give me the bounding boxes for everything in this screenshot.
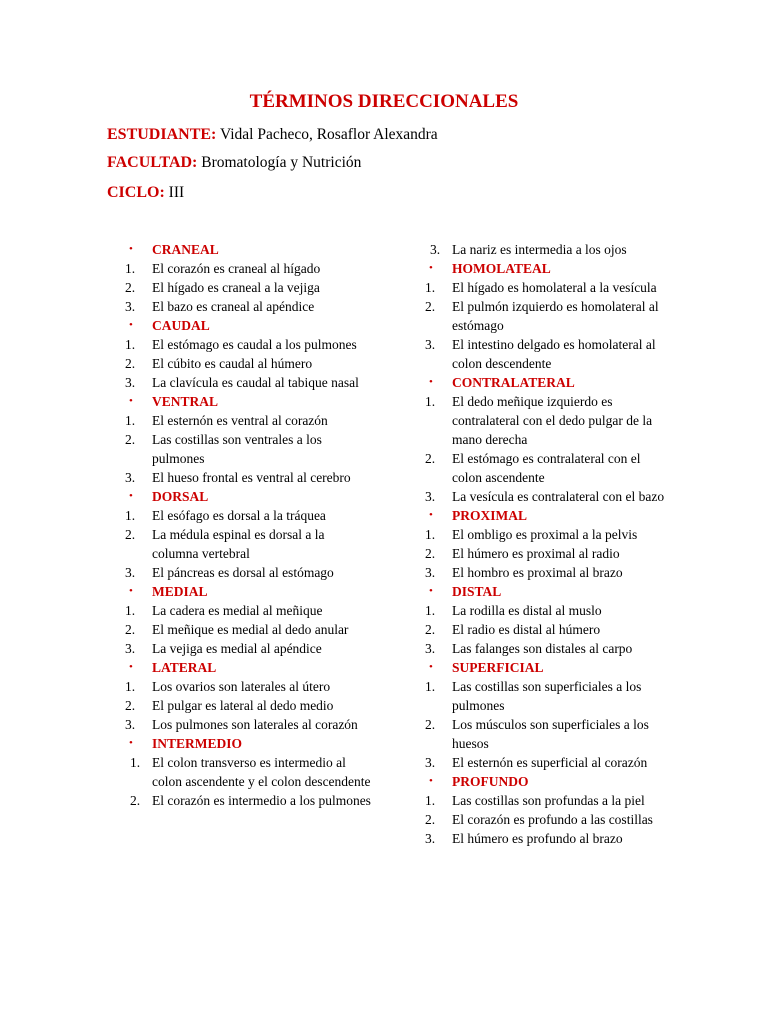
item-text: El hombro es proximal al brazo [452, 565, 623, 580]
item-text: El esternón es superficial al corazón [452, 755, 648, 770]
item-number: 1. [425, 793, 436, 808]
item-number: 1. [125, 413, 136, 428]
right-list [420, 240, 670, 848]
list-item [420, 449, 670, 487]
bullet-icon: • [429, 509, 433, 521]
list-item [120, 696, 372, 715]
item-text: El meñique es medial al dedo anular [152, 622, 349, 637]
section-heading [120, 240, 372, 259]
item-number: 3. [425, 337, 436, 352]
bullet-icon: • [429, 661, 433, 673]
item-text: Las costillas son ventrales a los pulmones [152, 432, 322, 466]
list-item [120, 620, 372, 639]
heading-text: LATERAL [152, 660, 217, 675]
section-heading [420, 658, 670, 677]
heading-text: DISTAL [452, 584, 502, 599]
list-item [120, 753, 372, 791]
item-text: El estómago es caudal a los pulmones [152, 337, 357, 352]
item-text: La nariz es intermedia a los ojos [452, 242, 627, 257]
bullet-icon: • [129, 661, 133, 673]
faculty-line [107, 153, 361, 173]
item-text: La cadera es medial al meñique [152, 603, 323, 618]
list-item [120, 563, 372, 582]
cycle-value: III [164, 184, 185, 201]
heading-text: CRANEAL [152, 242, 219, 257]
item-text: Las costillas son superficiales a los pulmones [452, 679, 642, 713]
item-text: El hígado es homolateral a la vesícula [452, 280, 657, 295]
item-number: 1. [425, 280, 436, 295]
item-text: El dedo meñique izquierdo es contralateral con el dedo pulgar de la mano derecha [452, 394, 653, 447]
list-item [120, 791, 372, 810]
section-heading [420, 259, 670, 278]
item-number: 1. [125, 508, 136, 523]
item-number: 3. [425, 565, 436, 580]
item-text: El corazón es profundo a las costillas [452, 812, 653, 827]
item-number: 1. [425, 603, 436, 618]
item-text: La vesícula es contralateral con el bazo [452, 489, 665, 504]
item-number: 2. [125, 527, 136, 542]
item-number: 3. [125, 565, 136, 580]
item-number: 2. [425, 451, 436, 466]
item-text: El bazo es craneal al apéndice [152, 299, 315, 314]
list-item [120, 354, 372, 373]
left-column [120, 240, 372, 810]
item-number: 3. [425, 641, 436, 656]
item-text: El estómago es contralateral con el colon ascendente [452, 451, 641, 485]
item-text: El intestino delgado es homolateral al colon descendente [452, 337, 656, 371]
bullet-icon: • [129, 243, 133, 255]
item-text: La clavícula es caudal al tabique nasal [152, 375, 359, 390]
item-number: 3. [125, 470, 136, 485]
list-item [120, 677, 372, 696]
list-item [420, 297, 670, 335]
list-item [120, 411, 372, 430]
section-heading [120, 392, 372, 411]
item-text: Los músculos son superficiales a los huesos [452, 717, 649, 751]
list-item [420, 335, 670, 373]
list-item [120, 525, 372, 563]
item-number: 3. [125, 299, 136, 314]
section-heading [420, 373, 670, 392]
item-text: El hígado es craneal a la vejiga [152, 280, 320, 295]
faculty-value: Bromatología y Nutrición [197, 154, 362, 171]
list-item [120, 430, 372, 468]
bullet-icon: • [129, 319, 133, 331]
left-list [120, 240, 372, 810]
list-item [420, 240, 670, 259]
item-number: 1. [125, 337, 136, 352]
list-item [420, 715, 670, 753]
bullet-icon: • [429, 376, 433, 388]
item-number: 2. [130, 793, 141, 808]
heading-text: DORSAL [152, 489, 209, 504]
item-text: La rodilla es distal al muslo [452, 603, 602, 618]
item-number: 2. [425, 812, 436, 827]
item-text: El pulmón izquierdo es homolateral al estómago [452, 299, 659, 333]
list-item [420, 677, 670, 715]
item-number: 1. [125, 261, 136, 276]
section-heading [120, 734, 372, 753]
item-text: El colon transverso es intermedio al colon ascendente y el colon descendente [152, 755, 371, 789]
list-item [420, 753, 670, 772]
list-item [120, 506, 372, 525]
item-number: 2. [425, 717, 436, 732]
item-number: 1. [125, 679, 136, 694]
bullet-icon: • [129, 395, 133, 407]
item-number: 3. [125, 717, 136, 732]
item-text: El pulgar es lateral al dedo medio [152, 698, 334, 713]
bullet-icon: • [129, 490, 133, 502]
item-number: 3. [425, 831, 436, 846]
item-text: Los pulmones son laterales al corazón [152, 717, 358, 732]
item-text: El esófago es dorsal a la tráquea [152, 508, 326, 523]
list-item [120, 715, 372, 734]
heading-text: INTERMEDIO [152, 736, 243, 751]
bullet-icon: • [429, 585, 433, 597]
list-item [420, 601, 670, 620]
item-text: El húmero es profundo al brazo [452, 831, 623, 846]
list-item [420, 487, 670, 506]
item-text: El corazón es intermedio a los pulmones [152, 793, 371, 808]
item-text: El páncreas es dorsal al estómago [152, 565, 334, 580]
item-text: El húmero es proximal al radio [452, 546, 620, 561]
heading-text: HOMOLATEAL [452, 261, 551, 276]
heading-text: CONTRALATERAL [452, 375, 575, 390]
item-number: 2. [125, 280, 136, 295]
item-text: El hueso frontal es ventral al cerebro [152, 470, 351, 485]
item-number: 2. [125, 698, 136, 713]
item-number: 3. [430, 242, 441, 257]
item-number: 2. [425, 299, 436, 314]
item-number: 3. [425, 755, 436, 770]
item-number: 1. [425, 394, 436, 409]
item-number: 2. [125, 622, 136, 637]
section-heading [120, 316, 372, 335]
cycle-line [107, 183, 184, 203]
list-item [420, 563, 670, 582]
bullet-icon: • [429, 262, 433, 274]
item-number: 1. [130, 755, 141, 770]
list-item [420, 829, 670, 848]
heading-text: PROXIMAL [452, 508, 527, 523]
item-number: 2. [125, 356, 136, 371]
section-heading [420, 582, 670, 601]
section-heading [120, 658, 372, 677]
list-item [120, 639, 372, 658]
bullet-icon: • [429, 775, 433, 787]
list-item [120, 468, 372, 487]
right-column [420, 240, 670, 848]
item-text: Los ovarios son laterales al útero [152, 679, 331, 694]
item-number: 3. [125, 375, 136, 390]
list-item [120, 259, 372, 278]
section-heading [420, 506, 670, 525]
item-number: 2. [125, 432, 136, 447]
list-item [420, 544, 670, 563]
document-title: TÉRMINOS DIRECCIONALES [249, 91, 519, 112]
heading-text: CAUDAL [152, 318, 210, 333]
item-text: Las falanges son distales al carpo [452, 641, 633, 656]
list-item [420, 639, 670, 658]
list-item [120, 278, 372, 297]
list-item [120, 601, 372, 620]
faculty-label: FACULTAD: [107, 154, 198, 171]
item-number: 1. [425, 679, 436, 694]
item-number: 3. [125, 641, 136, 656]
list-item [120, 373, 372, 392]
item-text: La vejiga es medial al apéndice [152, 641, 322, 656]
item-text: Las costillas son profundas a la piel [452, 793, 645, 808]
item-number: 2. [425, 546, 436, 561]
section-heading [420, 772, 670, 791]
list-item [420, 392, 670, 449]
list-item [420, 810, 670, 829]
list-item [120, 335, 372, 354]
item-text: El esternón es ventral al corazón [152, 413, 328, 428]
heading-text: MEDIAL [152, 584, 208, 599]
student-value: Vidal Pacheco, Rosaflor Alexandra [216, 126, 438, 143]
item-text: El radio es distal al húmero [452, 622, 601, 637]
item-number: 1. [425, 527, 436, 542]
item-number: 2. [425, 622, 436, 637]
student-label: ESTUDIANTE: [107, 126, 217, 143]
list-item [420, 620, 670, 639]
item-text: La médula espinal es dorsal a la columna vertebral [152, 527, 325, 561]
list-item [420, 791, 670, 810]
student-line [107, 125, 438, 145]
list-item [420, 525, 670, 544]
section-heading [120, 487, 372, 506]
section-heading [120, 582, 372, 601]
item-text: El ombligo es proximal a la pelvis [452, 527, 638, 542]
bullet-icon: • [129, 585, 133, 597]
item-number: 3. [425, 489, 436, 504]
heading-text: PROFUNDO [452, 774, 529, 789]
item-number: 1. [125, 603, 136, 618]
item-text: El cúbito es caudal al húmero [152, 356, 313, 371]
bullet-icon: • [129, 737, 133, 749]
item-text: El corazón es craneal al hígado [152, 261, 321, 276]
cycle-label: CICLO: [107, 184, 165, 201]
list-item [420, 278, 670, 297]
heading-text: SUPERFICIAL [452, 660, 544, 675]
list-item [120, 297, 372, 316]
heading-text: VENTRAL [152, 394, 219, 409]
